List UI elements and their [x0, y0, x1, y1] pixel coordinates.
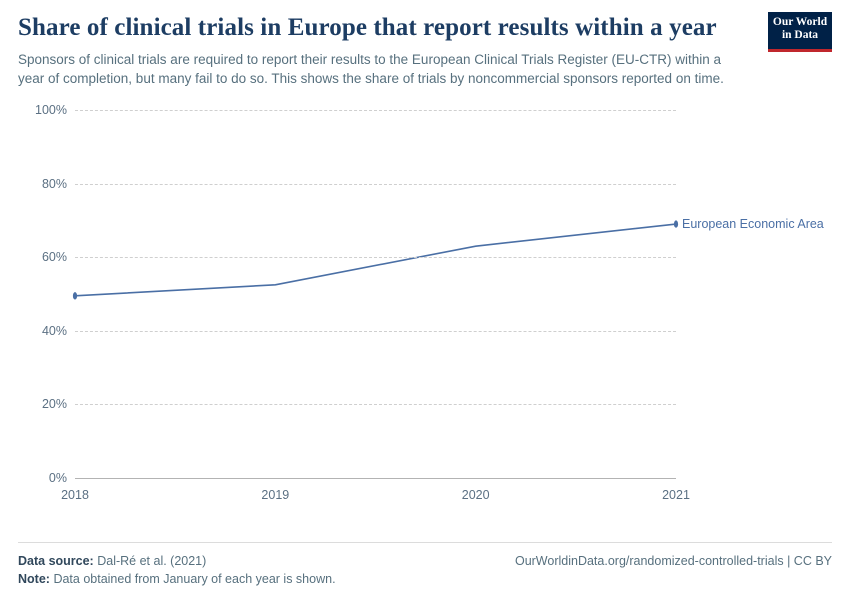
chart-header: [18, 14, 832, 88]
gridline: [75, 331, 676, 332]
y-axis-tick-label: 60%: [41, 250, 67, 265]
chart-note: [18, 572, 832, 586]
page-title: Share of clinical trials in Europe that report results within a year: [18, 14, 717, 41]
data-source-label: Data source:: [18, 553, 94, 568]
y-axis-tick-label: 80%: [41, 176, 67, 191]
series-line-european-economic-area: [75, 110, 676, 478]
x-axis-tick-label: 2021: [662, 488, 690, 503]
y-axis-tick-label: 20%: [41, 397, 67, 412]
chart-note-label: Note:: [18, 572, 50, 586]
data-source-value: Dal-Ré et al. (2021): [97, 553, 207, 568]
x-axis-tick-label: 2018: [61, 488, 89, 503]
gridline: [75, 478, 676, 479]
chart-area: [18, 100, 832, 510]
y-axis-tick-label: 100%: [35, 103, 67, 118]
x-axis-tick-label: 2020: [461, 488, 490, 503]
footer-url[interactable]: OurWorldinData.org/randomized-controlled-trials | CC BY: [514, 553, 832, 568]
gridline: [75, 404, 676, 405]
x-axis-tick-label: 2019: [261, 488, 290, 503]
gridline: [75, 257, 676, 258]
y-axis-tick-label: 40%: [41, 323, 67, 338]
y-axis-tick-label: 0%: [48, 471, 67, 486]
plot-region: [35, 103, 824, 503]
owid-logo-line2: in Data: [781, 28, 819, 41]
series-label: European Economic Area: [682, 217, 824, 232]
owid-logo-line1: Our World: [772, 16, 828, 28]
chart-subtitle: Sponsors of clinical trials are required to report their results to the European Clinical Trials Register (EU-CTR) within a year of completion, but many fail to do so. This shows the share of trials by noncommercial sponsors reported on time.: [18, 51, 724, 86]
data-source: [18, 552, 206, 571]
gridline: [75, 110, 676, 111]
chart-footer: [18, 542, 832, 586]
chart-note-value: Data obtained from January of each year is shown.: [53, 572, 336, 586]
owid-logo[interactable]: [768, 12, 832, 52]
gridline: [75, 184, 676, 185]
